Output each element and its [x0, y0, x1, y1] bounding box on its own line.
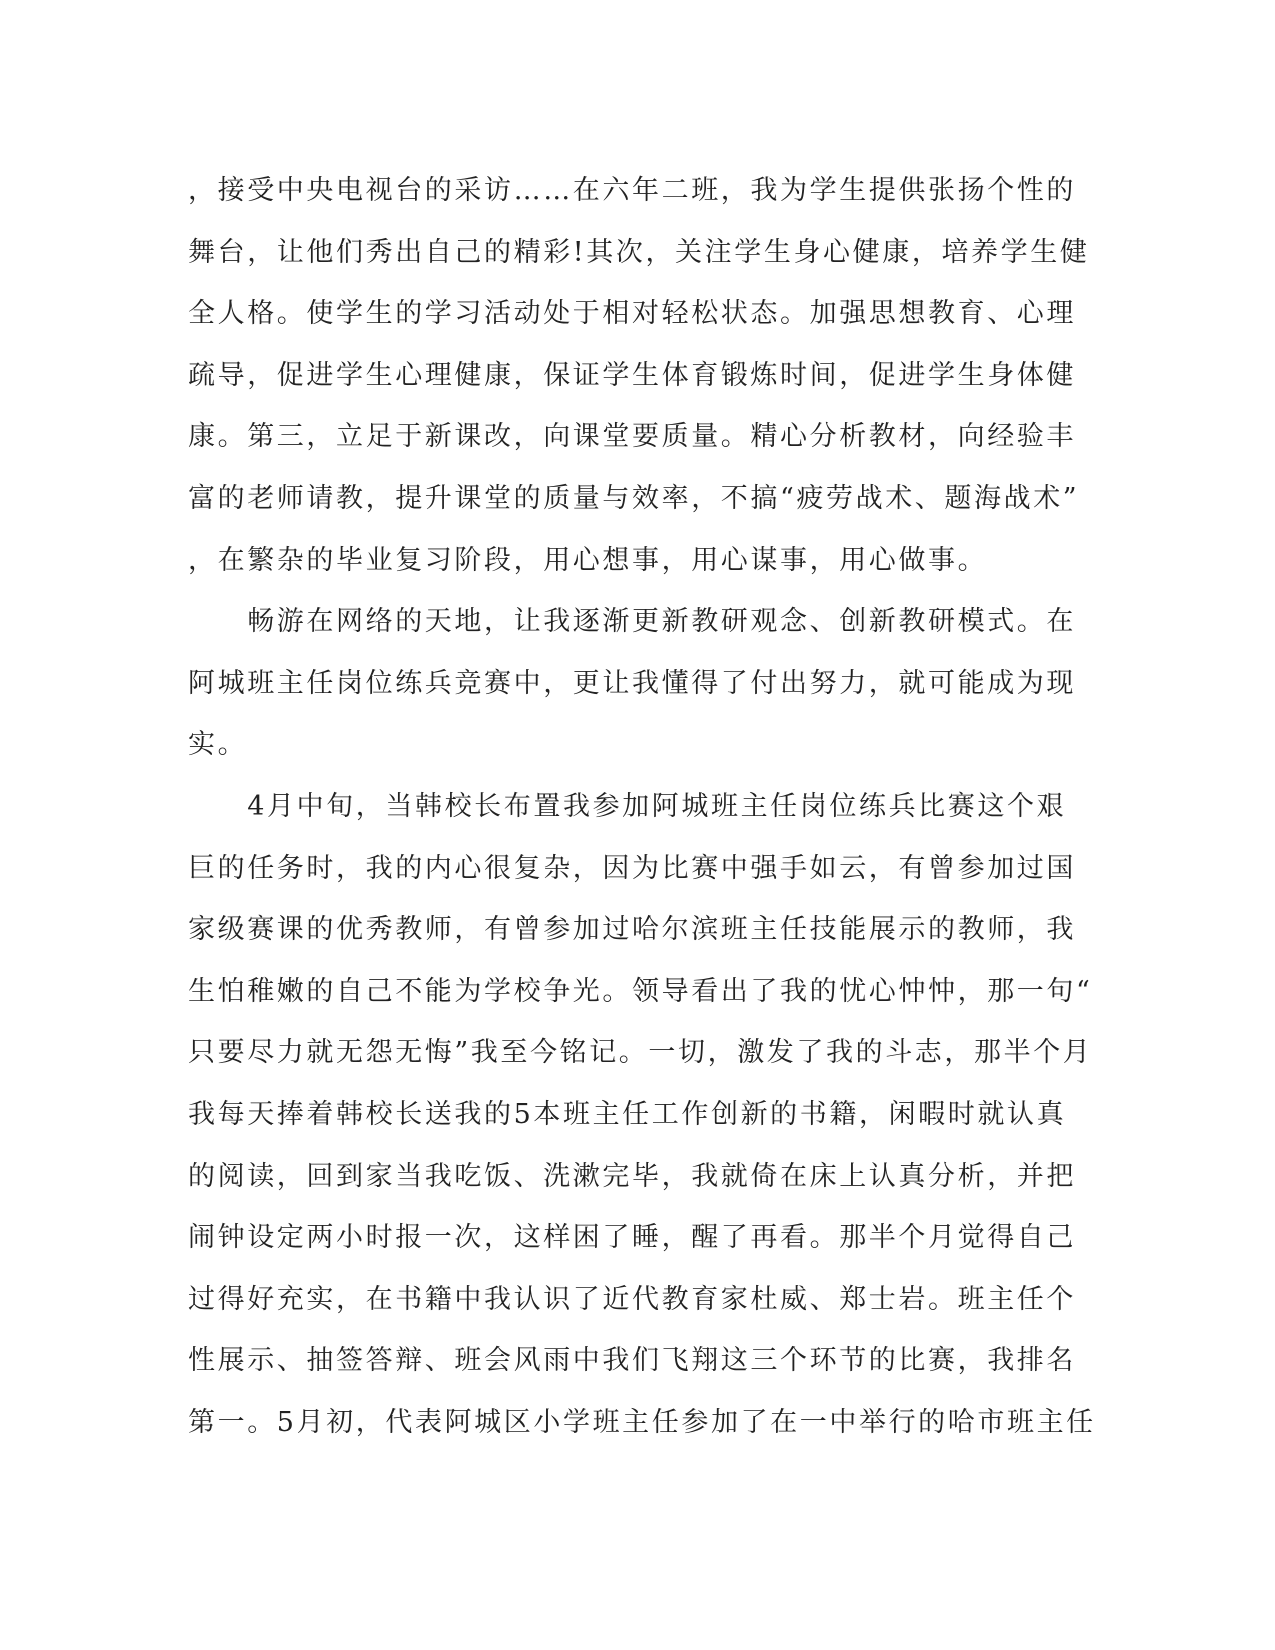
- text-line: 实。: [188, 729, 248, 761]
- text-line: 家级赛课的优秀教师，有曾参加过哈尔滨班主任技能展示的教师，我: [188, 914, 1076, 946]
- text-line: 富的老师请教，提升课堂的质量与效率，不搞“疲劳战术、题海战术”: [188, 482, 1080, 514]
- text-line: 阿城班主任岗位练兵竞赛中，更让我懂得了付出努力，就可能成为现: [188, 667, 1076, 699]
- text-line: 第一。5月初，代表阿城区小学班主任参加了在一中举行的哈市班主任: [188, 1406, 1096, 1438]
- text-line: 过得好充实，在书籍中我认识了近代教育家杜威、郑士岩。班主任个: [188, 1283, 1076, 1315]
- paragraph-1: [188, 160, 1088, 591]
- text-line: 闹钟设定两小时报一次，这样困了睡，醒了再看。那半个月觉得自己: [188, 1222, 1076, 1254]
- text-line: 巨的任务时，我的内心很复杂，因为比赛中强手如云，有曾参加过国: [188, 852, 1076, 884]
- text-line: 全人格。使学生的学习活动处于相对轻松状态。加强思想教育、心理: [188, 298, 1076, 330]
- text-line: 畅游在网络的天地，让我逐渐更新教研观念、创新教研模式。在: [188, 606, 1076, 638]
- text-line: 4月中旬，当韩校长布置我参加阿城班主任岗位练兵比赛这个艰: [188, 790, 1067, 822]
- paragraph-3: [188, 776, 1096, 1454]
- text-line: 的阅读，回到家当我吃饭、洗漱完毕，我就倚在床上认真分析，并把: [188, 1160, 1076, 1192]
- text-line: ，在繁杂的毕业复习阶段，用心想事，用心谋事，用心做事。: [188, 544, 988, 576]
- text-line: 我每天捧着韩校长送我的5本班主任工作创新的书籍，闲暇时就认真: [188, 1098, 1067, 1130]
- text-line: 舞台，让他们秀出自己的精彩!其次，关注学生身心健康，培养学生健: [188, 236, 1090, 268]
- text-line: 性展示、抽签答辩、班会风雨中我们飞翔这三个环节的比赛，我排名: [188, 1345, 1076, 1377]
- text-line: 疏导，促进学生心理健康，保证学生体育锻炼时间，促进学生身体健: [188, 359, 1076, 391]
- text-line: ，接受中央电视台的采访……在六年二班，我为学生提供张扬个性的: [188, 175, 1076, 206]
- body-text: [188, 160, 1096, 1453]
- text-line: 只要尽力就无怨无悔”我至今铭记。一切，激发了我的斗志，那半个月: [188, 1037, 1093, 1069]
- paragraph-2: [188, 591, 1088, 776]
- text-line: 康。第三，立足于新课改，向课堂要质量。精心分析教材，向经验丰: [188, 421, 1076, 453]
- text-line: 生怕稚嫩的自己不能为学校争光。领导看出了我的忧心忡忡，那一句“: [188, 975, 1093, 1007]
